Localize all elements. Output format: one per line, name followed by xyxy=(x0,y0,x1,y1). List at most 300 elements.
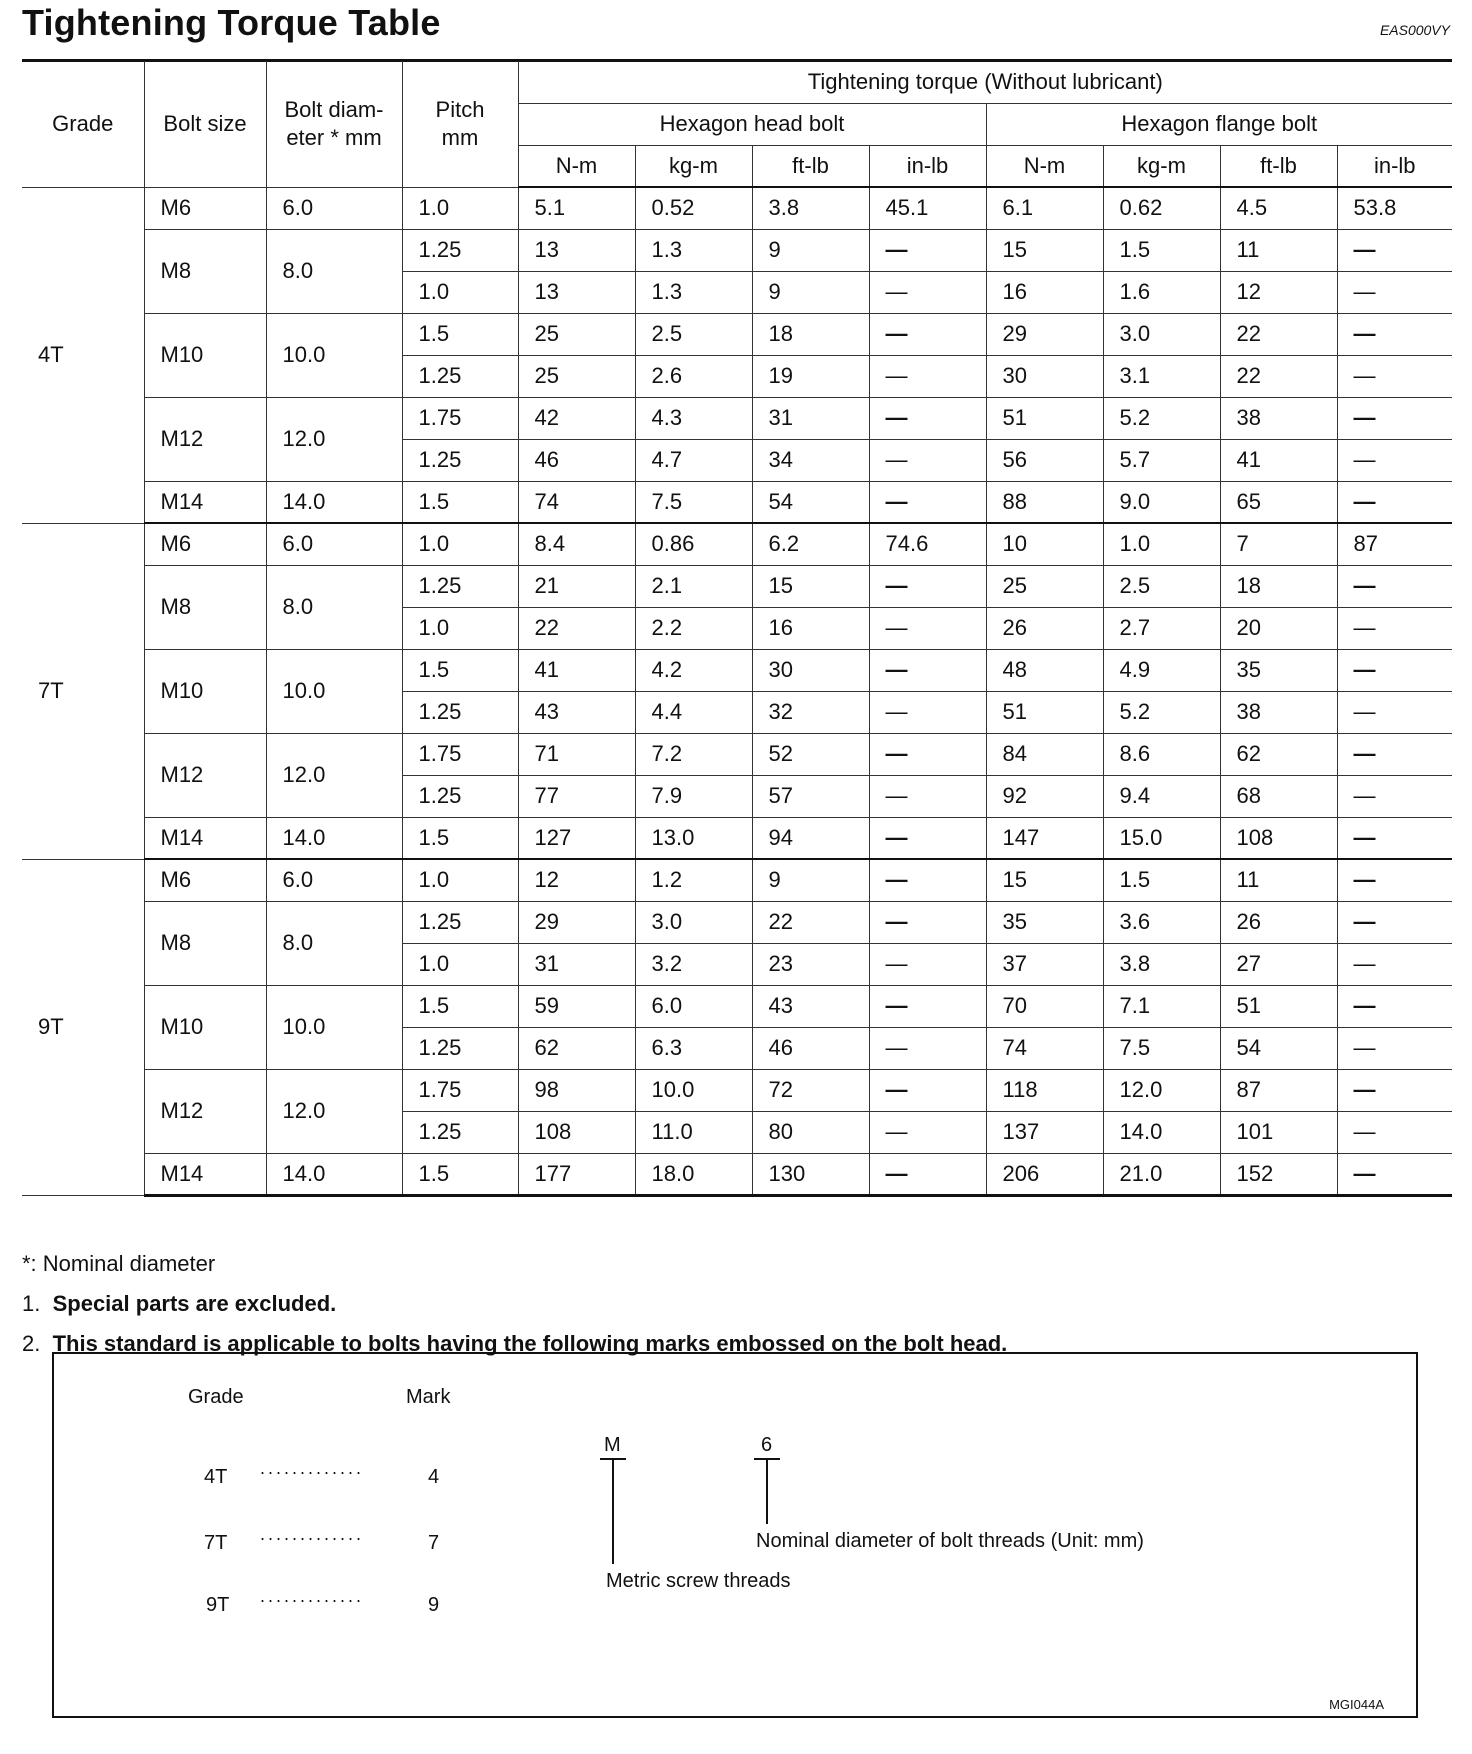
head-torque-cell: 32 xyxy=(752,691,869,733)
flange-torque-cell: — xyxy=(1337,901,1452,943)
head-torque-cell: 22 xyxy=(752,901,869,943)
flange-torque-cell: — xyxy=(1337,229,1452,271)
head-torque-cell: 6.3 xyxy=(635,1027,752,1069)
head-torque-cell: 74 xyxy=(518,481,635,523)
flange-torque-cell: — xyxy=(1337,1027,1452,1069)
head-torque-cell: — xyxy=(869,271,986,313)
flange-torque-cell: 147 xyxy=(986,817,1103,859)
m-leader-line xyxy=(612,1458,614,1564)
bolt-diameter-cell: 8.0 xyxy=(266,565,402,649)
figure-mark-4: 4 xyxy=(428,1466,440,1488)
head-torque-cell: 72 xyxy=(752,1069,869,1111)
bolt-size-cell: M6 xyxy=(144,187,266,229)
note-item-1-text: Special parts are excluded. xyxy=(52,1291,337,1316)
head-torque-cell: 31 xyxy=(752,397,869,439)
bolt-size-cell: M12 xyxy=(144,1069,266,1153)
flange-torque-cell: 84 xyxy=(986,733,1103,775)
table-row xyxy=(22,985,1452,1027)
table-row xyxy=(22,859,1452,901)
head-torque-cell: 2.2 xyxy=(635,607,752,649)
bolt-diameter-cell: 8.0 xyxy=(266,901,402,985)
note-item-1 xyxy=(22,1284,1007,1324)
note-item-2-number: 2. xyxy=(22,1331,41,1356)
head-torque-cell: 19 xyxy=(752,355,869,397)
flange-torque-cell: 5.2 xyxy=(1103,397,1220,439)
flange-torque-cell: — xyxy=(1337,481,1452,523)
figure-m-letter: M xyxy=(604,1434,621,1456)
flange-torque-cell: 29 xyxy=(986,313,1103,355)
unit-header-flange-n-m: N-m xyxy=(986,145,1103,187)
head-torque-cell: 18.0 xyxy=(635,1153,752,1195)
flange-torque-cell: 51 xyxy=(986,397,1103,439)
table-row xyxy=(22,1153,1452,1195)
flange-torque-cell: 1.0 xyxy=(1103,523,1220,565)
head-torque-cell: 1.2 xyxy=(635,859,752,901)
head-torque-cell: 5.1 xyxy=(518,187,635,229)
pitch-cell: 1.0 xyxy=(402,187,518,229)
flange-torque-cell: — xyxy=(1337,733,1452,775)
flange-torque-cell: 0.62 xyxy=(1103,187,1220,229)
table-row xyxy=(22,397,1452,439)
bolt-size-cell: M14 xyxy=(144,481,266,523)
flange-torque-cell: 92 xyxy=(986,775,1103,817)
flange-torque-cell: 27 xyxy=(1220,943,1337,985)
flange-torque-cell: — xyxy=(1337,607,1452,649)
head-torque-cell: 4.3 xyxy=(635,397,752,439)
flange-torque-cell: 54 xyxy=(1220,1027,1337,1069)
header-hexagon-flange-bolt: Hexagon flange bolt xyxy=(986,103,1452,145)
flange-torque-cell: 3.1 xyxy=(1103,355,1220,397)
flange-torque-cell: 20 xyxy=(1220,607,1337,649)
pitch-cell: 1.25 xyxy=(402,355,518,397)
flange-torque-cell: 87 xyxy=(1337,523,1452,565)
pitch-cell: 1.25 xyxy=(402,691,518,733)
flange-torque-cell: 8.6 xyxy=(1103,733,1220,775)
head-torque-cell: — xyxy=(869,313,986,355)
head-torque-cell: — xyxy=(869,355,986,397)
head-torque-cell: 0.52 xyxy=(635,187,752,229)
flange-torque-cell: 2.7 xyxy=(1103,607,1220,649)
bolt-diameter-cell: 8.0 xyxy=(266,229,402,313)
flange-torque-cell: 11 xyxy=(1220,859,1337,901)
head-torque-cell: — xyxy=(869,481,986,523)
pitch-cell: 1.5 xyxy=(402,1153,518,1195)
head-torque-cell: 7.5 xyxy=(635,481,752,523)
flange-torque-cell: 37 xyxy=(986,943,1103,985)
head-torque-cell: 3.2 xyxy=(635,943,752,985)
head-torque-cell: 74.6 xyxy=(869,523,986,565)
pitch-cell: 1.5 xyxy=(402,481,518,523)
head-torque-cell: — xyxy=(869,985,986,1027)
head-torque-cell: 45.1 xyxy=(869,187,986,229)
flange-torque-cell: — xyxy=(1337,649,1452,691)
head-torque-cell: 80 xyxy=(752,1111,869,1153)
pitch-cell: 1.75 xyxy=(402,397,518,439)
table-row xyxy=(22,565,1452,607)
unit-header-head-in-lb: in-lb xyxy=(869,145,986,187)
flange-torque-cell: 108 xyxy=(1220,817,1337,859)
flange-torque-cell: — xyxy=(1337,271,1452,313)
bolt-diameter-cell: 14.0 xyxy=(266,1153,402,1195)
flange-torque-cell: 62 xyxy=(1220,733,1337,775)
bolt-diameter-cell: 10.0 xyxy=(266,649,402,733)
head-torque-cell: — xyxy=(869,775,986,817)
flange-torque-cell: 9.0 xyxy=(1103,481,1220,523)
head-torque-cell: 22 xyxy=(518,607,635,649)
flange-torque-cell: 7 xyxy=(1220,523,1337,565)
bolt-diameter-cell: 10.0 xyxy=(266,985,402,1069)
flange-torque-cell: 3.8 xyxy=(1103,943,1220,985)
figure-code: MGI044A xyxy=(1329,1697,1384,1712)
head-torque-cell: 1.3 xyxy=(635,229,752,271)
head-torque-cell: 4.2 xyxy=(635,649,752,691)
head-torque-cell: 4.7 xyxy=(635,439,752,481)
head-torque-cell: 11.0 xyxy=(635,1111,752,1153)
head-torque-cell: 15 xyxy=(752,565,869,607)
header-tightening-torque: Tightening torque (Without lubricant) xyxy=(518,61,1452,103)
flange-torque-cell: 7.5 xyxy=(1103,1027,1220,1069)
flange-torque-cell: 70 xyxy=(986,985,1103,1027)
flange-torque-cell: 16 xyxy=(986,271,1103,313)
flange-torque-cell: 15 xyxy=(986,229,1103,271)
flange-torque-cell: — xyxy=(1337,565,1452,607)
head-torque-cell: 12 xyxy=(518,859,635,901)
head-torque-cell: 130 xyxy=(752,1153,869,1195)
head-torque-cell: — xyxy=(869,1027,986,1069)
head-torque-cell: 9 xyxy=(752,271,869,313)
pitch-cell: 1.75 xyxy=(402,733,518,775)
pitch-cell: 1.25 xyxy=(402,229,518,271)
head-torque-cell: — xyxy=(869,1069,986,1111)
head-torque-cell: 9 xyxy=(752,859,869,901)
pitch-cell: 1.0 xyxy=(402,271,518,313)
flange-torque-cell: 2.5 xyxy=(1103,565,1220,607)
footnote: *: Nominal diameter xyxy=(22,1251,216,1276)
head-torque-cell: 25 xyxy=(518,313,635,355)
bolt-diameter-cell: 10.0 xyxy=(266,313,402,397)
flange-torque-cell: 1.6 xyxy=(1103,271,1220,313)
pitch-cell: 1.5 xyxy=(402,313,518,355)
head-torque-cell: 23 xyxy=(752,943,869,985)
head-torque-cell: 43 xyxy=(518,691,635,733)
figure-leader-9t: ............. xyxy=(260,1586,365,1606)
flange-torque-cell: 65 xyxy=(1220,481,1337,523)
head-torque-cell: 77 xyxy=(518,775,635,817)
head-torque-cell: 29 xyxy=(518,901,635,943)
figure-six-digit: 6 xyxy=(761,1434,773,1456)
head-torque-cell: 1.3 xyxy=(635,271,752,313)
table-row xyxy=(22,901,1452,943)
flange-torque-cell: — xyxy=(1337,397,1452,439)
bolt-size-cell: M10 xyxy=(144,985,266,1069)
flange-torque-cell: 53.8 xyxy=(1337,187,1452,229)
flange-torque-cell: 4.9 xyxy=(1103,649,1220,691)
unit-header-flange-in-lb: in-lb xyxy=(1337,145,1452,187)
torque-table xyxy=(22,61,1452,1197)
pitch-cell: 1.75 xyxy=(402,1069,518,1111)
figure-leader-4t: ............. xyxy=(260,1458,365,1478)
head-torque-cell: — xyxy=(869,691,986,733)
table-row xyxy=(22,523,1452,565)
unit-header-flange-ft-lb: ft-lb xyxy=(1220,145,1337,187)
header-bolt-diameter-text: Bolt diam- eter * mm xyxy=(284,96,384,150)
table-row xyxy=(22,229,1452,271)
flange-torque-cell: — xyxy=(1337,1069,1452,1111)
head-torque-cell: — xyxy=(869,649,986,691)
flange-torque-cell: 5.2 xyxy=(1103,691,1220,733)
flange-torque-cell: 18 xyxy=(1220,565,1337,607)
flange-torque-cell: 3.6 xyxy=(1103,901,1220,943)
flange-torque-cell: 38 xyxy=(1220,397,1337,439)
head-torque-cell: 6.0 xyxy=(635,985,752,1027)
flange-torque-cell: 4.5 xyxy=(1220,187,1337,229)
head-torque-cell: 42 xyxy=(518,397,635,439)
pitch-cell: 1.25 xyxy=(402,901,518,943)
pitch-cell: 1.25 xyxy=(402,1111,518,1153)
flange-torque-cell: — xyxy=(1337,1153,1452,1195)
head-torque-cell: — xyxy=(869,901,986,943)
table-row xyxy=(22,733,1452,775)
document-code: EAS000VY xyxy=(1379,22,1450,38)
flange-torque-cell: 5.7 xyxy=(1103,439,1220,481)
pitch-cell: 1.0 xyxy=(402,607,518,649)
bolt-diameter-cell: 6.0 xyxy=(266,187,402,229)
head-torque-cell: 98 xyxy=(518,1069,635,1111)
note-item-1-number: 1. xyxy=(22,1291,41,1316)
flange-torque-cell: — xyxy=(1337,859,1452,901)
head-torque-cell: — xyxy=(869,817,986,859)
bolt-mark-figure xyxy=(52,1352,1418,1718)
flange-torque-cell: 68 xyxy=(1220,775,1337,817)
head-torque-cell: 13.0 xyxy=(635,817,752,859)
unit-header-head-kg-m: kg-m xyxy=(635,145,752,187)
flange-torque-cell: — xyxy=(1337,313,1452,355)
page-title: Tightening Torque Table xyxy=(22,2,441,43)
flange-torque-cell: 22 xyxy=(1220,355,1337,397)
header-pitch-text: Pitch mm xyxy=(435,96,485,150)
grade-cell: 4T xyxy=(22,187,144,523)
flange-torque-cell: — xyxy=(1337,817,1452,859)
unit-header-head-n-m: N-m xyxy=(518,145,635,187)
head-torque-cell: 177 xyxy=(518,1153,635,1195)
flange-torque-cell: 14.0 xyxy=(1103,1111,1220,1153)
head-torque-cell: — xyxy=(869,733,986,775)
flange-torque-cell: 1.5 xyxy=(1103,229,1220,271)
metric-screw-threads-label: Metric screw threads xyxy=(606,1570,791,1592)
head-torque-cell: 0.86 xyxy=(635,523,752,565)
head-torque-cell: — xyxy=(869,859,986,901)
flange-torque-cell: 7.1 xyxy=(1103,985,1220,1027)
head-torque-cell: — xyxy=(869,229,986,271)
bolt-size-cell: M8 xyxy=(144,901,266,985)
head-torque-cell: 25 xyxy=(518,355,635,397)
flange-torque-cell: 9.4 xyxy=(1103,775,1220,817)
flange-torque-cell: 48 xyxy=(986,649,1103,691)
head-torque-cell: — xyxy=(869,607,986,649)
pitch-cell: 1.25 xyxy=(402,775,518,817)
header-bolt-size: Bolt size xyxy=(144,61,266,187)
pitch-cell: 1.25 xyxy=(402,1027,518,1069)
flange-torque-cell: 152 xyxy=(1220,1153,1337,1195)
head-torque-cell: 10.0 xyxy=(635,1069,752,1111)
flange-torque-cell: — xyxy=(1337,943,1452,985)
flange-torque-cell: 51 xyxy=(1220,985,1337,1027)
flange-torque-cell: 15 xyxy=(986,859,1103,901)
flange-torque-cell: 118 xyxy=(986,1069,1103,1111)
head-torque-cell: 94 xyxy=(752,817,869,859)
head-torque-cell: 59 xyxy=(518,985,635,1027)
head-torque-cell: 43 xyxy=(752,985,869,1027)
head-torque-cell: 46 xyxy=(752,1027,869,1069)
pitch-cell: 1.0 xyxy=(402,523,518,565)
flange-torque-cell: — xyxy=(1337,439,1452,481)
bolt-size-cell: M6 xyxy=(144,859,266,901)
flange-torque-cell: 21.0 xyxy=(1103,1153,1220,1195)
bolt-diameter-cell: 12.0 xyxy=(266,1069,402,1153)
flange-torque-cell: 26 xyxy=(1220,901,1337,943)
flange-torque-cell: 35 xyxy=(1220,649,1337,691)
figure-mark-header: Mark xyxy=(406,1386,451,1408)
head-torque-cell: 30 xyxy=(752,649,869,691)
head-torque-cell: 31 xyxy=(518,943,635,985)
flange-torque-cell: 56 xyxy=(986,439,1103,481)
figure-grade-9t: 9T xyxy=(206,1594,230,1616)
bolt-diameter-cell: 14.0 xyxy=(266,817,402,859)
head-torque-cell: 3.8 xyxy=(752,187,869,229)
head-torque-cell: 52 xyxy=(752,733,869,775)
flange-torque-cell: — xyxy=(1337,691,1452,733)
pitch-cell: 1.5 xyxy=(402,649,518,691)
bolt-size-cell: M12 xyxy=(144,733,266,817)
head-torque-cell: 6.2 xyxy=(752,523,869,565)
flange-torque-cell: 74 xyxy=(986,1027,1103,1069)
figure-mark-9: 9 xyxy=(428,1594,440,1616)
table-row xyxy=(22,649,1452,691)
head-torque-cell: 9 xyxy=(752,229,869,271)
header-bolt-diameter xyxy=(266,61,402,187)
head-torque-cell: — xyxy=(869,397,986,439)
header-hexagon-head-bolt: Hexagon head bolt xyxy=(518,103,986,145)
table-row xyxy=(22,1069,1452,1111)
flange-torque-cell: — xyxy=(1337,775,1452,817)
flange-torque-cell: 6.1 xyxy=(986,187,1103,229)
flange-torque-cell: 12.0 xyxy=(1103,1069,1220,1111)
head-torque-cell: 18 xyxy=(752,313,869,355)
bolt-size-cell: M12 xyxy=(144,397,266,481)
bolt-size-cell: M14 xyxy=(144,817,266,859)
head-torque-cell: 2.6 xyxy=(635,355,752,397)
head-torque-cell: 7.2 xyxy=(635,733,752,775)
head-torque-cell: 2.5 xyxy=(635,313,752,355)
figure-leader-7t: ............. xyxy=(260,1524,365,1544)
header-grade: Grade xyxy=(22,61,144,187)
flange-torque-cell: 12 xyxy=(1220,271,1337,313)
head-torque-cell: 16 xyxy=(752,607,869,649)
bolt-diameter-cell: 12.0 xyxy=(266,397,402,481)
head-torque-cell: 4.4 xyxy=(635,691,752,733)
head-torque-cell: 13 xyxy=(518,229,635,271)
figure-grade-4t: 4T xyxy=(204,1466,228,1488)
bolt-size-cell: M8 xyxy=(144,229,266,313)
flange-torque-cell: 25 xyxy=(986,565,1103,607)
bolt-diameter-cell: 14.0 xyxy=(266,481,402,523)
pitch-cell: 1.5 xyxy=(402,985,518,1027)
flange-torque-cell: 87 xyxy=(1220,1069,1337,1111)
flange-torque-cell: — xyxy=(1337,1111,1452,1153)
flange-torque-cell: 10 xyxy=(986,523,1103,565)
bolt-diameter-cell: 6.0 xyxy=(266,859,402,901)
head-torque-cell: — xyxy=(869,565,986,607)
table-row xyxy=(22,313,1452,355)
flange-torque-cell: 206 xyxy=(986,1153,1103,1195)
head-torque-cell: 13 xyxy=(518,271,635,313)
head-torque-cell: — xyxy=(869,943,986,985)
bolt-diameter-cell: 6.0 xyxy=(266,523,402,565)
head-torque-cell: 108 xyxy=(518,1111,635,1153)
head-torque-cell: 8.4 xyxy=(518,523,635,565)
table-row xyxy=(22,817,1452,859)
flange-torque-cell: 88 xyxy=(986,481,1103,523)
pitch-cell: 1.0 xyxy=(402,859,518,901)
flange-torque-cell: 3.0 xyxy=(1103,313,1220,355)
grade-cell: 9T xyxy=(22,859,144,1195)
flange-torque-cell: — xyxy=(1337,985,1452,1027)
grade-cell: 7T xyxy=(22,523,144,859)
bolt-size-cell: M8 xyxy=(144,565,266,649)
head-torque-cell: 21 xyxy=(518,565,635,607)
head-torque-cell: — xyxy=(869,1153,986,1195)
nominal-diameter-label: Nominal diameter of bolt threads (Unit: mm) xyxy=(756,1530,1144,1552)
flange-torque-cell: 51 xyxy=(986,691,1103,733)
figure-grade-header: Grade xyxy=(188,1386,244,1408)
table-row xyxy=(22,481,1452,523)
header-pitch xyxy=(402,61,518,187)
bolt-size-cell: M14 xyxy=(144,1153,266,1195)
bolt-size-cell: M6 xyxy=(144,523,266,565)
bolt-diameter-cell: 12.0 xyxy=(266,733,402,817)
head-torque-cell: 46 xyxy=(518,439,635,481)
pitch-cell: 1.25 xyxy=(402,439,518,481)
flange-torque-cell: 11 xyxy=(1220,229,1337,271)
notes-section xyxy=(22,1244,1007,1364)
head-torque-cell: 127 xyxy=(518,817,635,859)
head-torque-cell: 7.9 xyxy=(635,775,752,817)
unit-header-flange-kg-m: kg-m xyxy=(1103,145,1220,187)
flange-torque-cell: 22 xyxy=(1220,313,1337,355)
pitch-cell: 1.5 xyxy=(402,817,518,859)
flange-torque-cell: 101 xyxy=(1220,1111,1337,1153)
flange-torque-cell: 137 xyxy=(986,1111,1103,1153)
head-torque-cell: — xyxy=(869,1111,986,1153)
head-torque-cell: 2.1 xyxy=(635,565,752,607)
bolt-size-cell: M10 xyxy=(144,649,266,733)
flange-torque-cell: 30 xyxy=(986,355,1103,397)
torque-table-body xyxy=(22,187,1452,1195)
unit-header-head-ft-lb: ft-lb xyxy=(752,145,869,187)
pitch-cell: 1.0 xyxy=(402,943,518,985)
six-leader-line xyxy=(766,1458,768,1524)
head-torque-cell: — xyxy=(869,439,986,481)
head-torque-cell: 34 xyxy=(752,439,869,481)
head-torque-cell: 54 xyxy=(752,481,869,523)
flange-torque-cell: 38 xyxy=(1220,691,1337,733)
figure-mark-7: 7 xyxy=(428,1532,440,1554)
flange-torque-cell: 1.5 xyxy=(1103,859,1220,901)
flange-torque-cell: 26 xyxy=(986,607,1103,649)
head-torque-cell: 57 xyxy=(752,775,869,817)
head-torque-cell: 62 xyxy=(518,1027,635,1069)
head-torque-cell: 41 xyxy=(518,649,635,691)
